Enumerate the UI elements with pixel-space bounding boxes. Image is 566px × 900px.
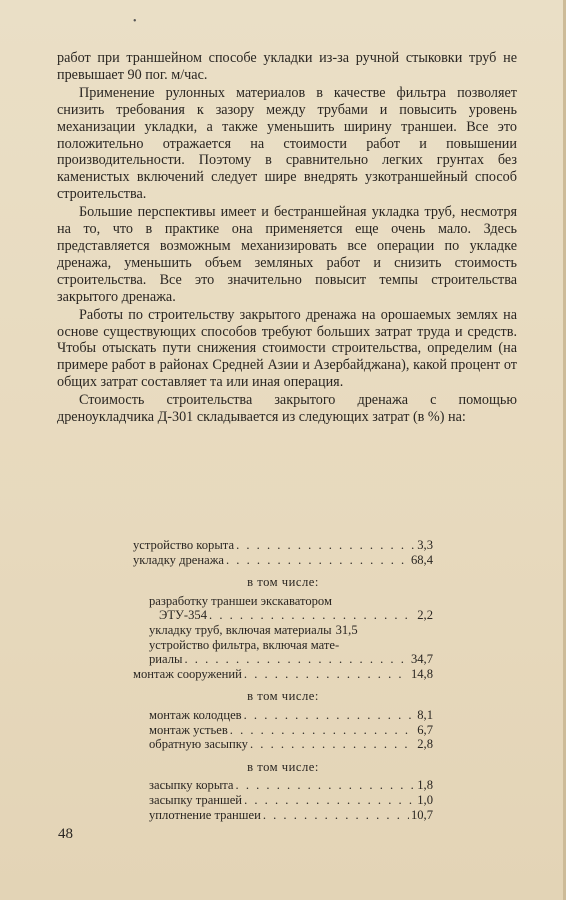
cost-label: укладку труб, включая материалы (149, 622, 332, 637)
leader-dots (236, 778, 416, 793)
cost-value: 31,5 (335, 622, 358, 637)
cost-row-trench-backfill (149, 793, 433, 808)
cost-row-pipe-laying (149, 623, 433, 638)
paragraph-5: Стоимость строительства закрытого дренажа с помощью дреноукладчика Д-301 складывается из следующих затрат (в %) на: (57, 392, 517, 426)
cost-value: 68,4 (410, 552, 433, 567)
backfill-subitems (133, 778, 433, 822)
leader-dots (244, 708, 416, 723)
cost-breakdown-list (133, 538, 433, 822)
leader-dots (230, 723, 415, 738)
paragraph-2: Применение рулонных материалов в качестве фильтра позволяет снизить требования к зазору между трубами и повысить уровень механизации укладки, а также уменьшить ширину траншеи. Все это положительно отражается на стоимости работ и повышении производительности. Поэтому в сравнительно легких грунтах без каменистых включений следует шире внедрять узкотраншейный способ строительства. (57, 84, 517, 203)
structures-subitems (133, 708, 433, 752)
leader-dots (250, 737, 415, 752)
cost-row-trough (133, 538, 433, 553)
cost-label: засыпку корыта (149, 778, 234, 793)
body-text (57, 50, 517, 426)
cost-label: монтаж колодцев (149, 707, 242, 722)
cost-row-drainage (133, 553, 433, 568)
cost-value: 2,8 (417, 737, 433, 752)
leader-dots (236, 538, 415, 553)
cost-value: 3,3 (417, 538, 433, 552)
leader-dots (244, 667, 409, 682)
cost-value: 2,2 (417, 608, 433, 623)
leader-dots (209, 608, 415, 623)
cost-label: монтаж устьев (149, 722, 228, 737)
cost-label: монтаж сооружений (133, 666, 242, 681)
cost-value: 10,7 (410, 807, 433, 822)
leader-dots (244, 793, 415, 808)
paragraph-4: Работы по строительству закрытого дренажа на орошаемых землях на основе существующих способов требуют больших затрат труда и средств. Чтобы отыскать пути снижения стоимости строительства, определим (на примере работ в районах Средней Азии и Азербайджана), какой процент от общих затрат составляет та или иная операция. (57, 306, 517, 391)
cost-row-backfill (149, 737, 433, 752)
cost-label-line: устройство фильтра, включая мате- (149, 637, 340, 652)
leader-dots (263, 808, 409, 823)
cost-row-trench-compaction (149, 808, 433, 823)
leader-dots (226, 553, 409, 568)
cost-label: обратную засыпку (149, 737, 248, 752)
cost-value: 1,0 (417, 792, 433, 807)
cost-label-line: разработку траншеи экскаватором (149, 593, 332, 608)
cost-label: засыпку траншей (149, 792, 243, 807)
drainage-subitems (133, 594, 433, 667)
cost-value: 8,1 (417, 707, 433, 722)
cost-row-outlets (149, 723, 433, 738)
page-number: 48 (58, 826, 73, 842)
cost-row-structures (133, 667, 433, 682)
cost-label: устройство корыта (133, 538, 235, 552)
cost-value: 1,8 (417, 778, 433, 793)
leader-dots (184, 652, 408, 667)
including-heading: в том числе: (247, 575, 319, 590)
cost-row-filter (149, 652, 433, 667)
paragraph-1: работ при траншейном способе укладки из-за ручной стыковки труб не превышает 90 пог. м/час. (57, 50, 517, 83)
ink-speck: • (133, 16, 137, 27)
cost-label: укладку дренажа (133, 552, 224, 567)
including-heading: в том числе: (247, 759, 319, 774)
cost-label: ЭТУ-354 (159, 608, 208, 623)
cost-value: 6,7 (417, 722, 433, 737)
cost-label: риалы (149, 652, 183, 667)
including-heading: в том числе: (247, 689, 319, 704)
cost-value: 34,7 (410, 652, 433, 667)
cost-label: уплотнение траншеи (149, 807, 261, 822)
paragraph-3: Большие перспективы имеет и бестраншейная укладка труб, несмотря на то, что в практике она применяется еще очень мало. Здесь представляется возможным механизировать все операции по укладке дренажа, уменьшить объем земляных работ и снизить стоимость строительства. Все это значительно повысит темпы строительства закрытого дренажа. (57, 204, 517, 305)
cost-value: 14,8 (410, 666, 433, 681)
cost-row-trench-excavation (149, 608, 433, 623)
cost-row-trough-backfill (149, 778, 433, 793)
cost-row-wells (149, 708, 433, 723)
